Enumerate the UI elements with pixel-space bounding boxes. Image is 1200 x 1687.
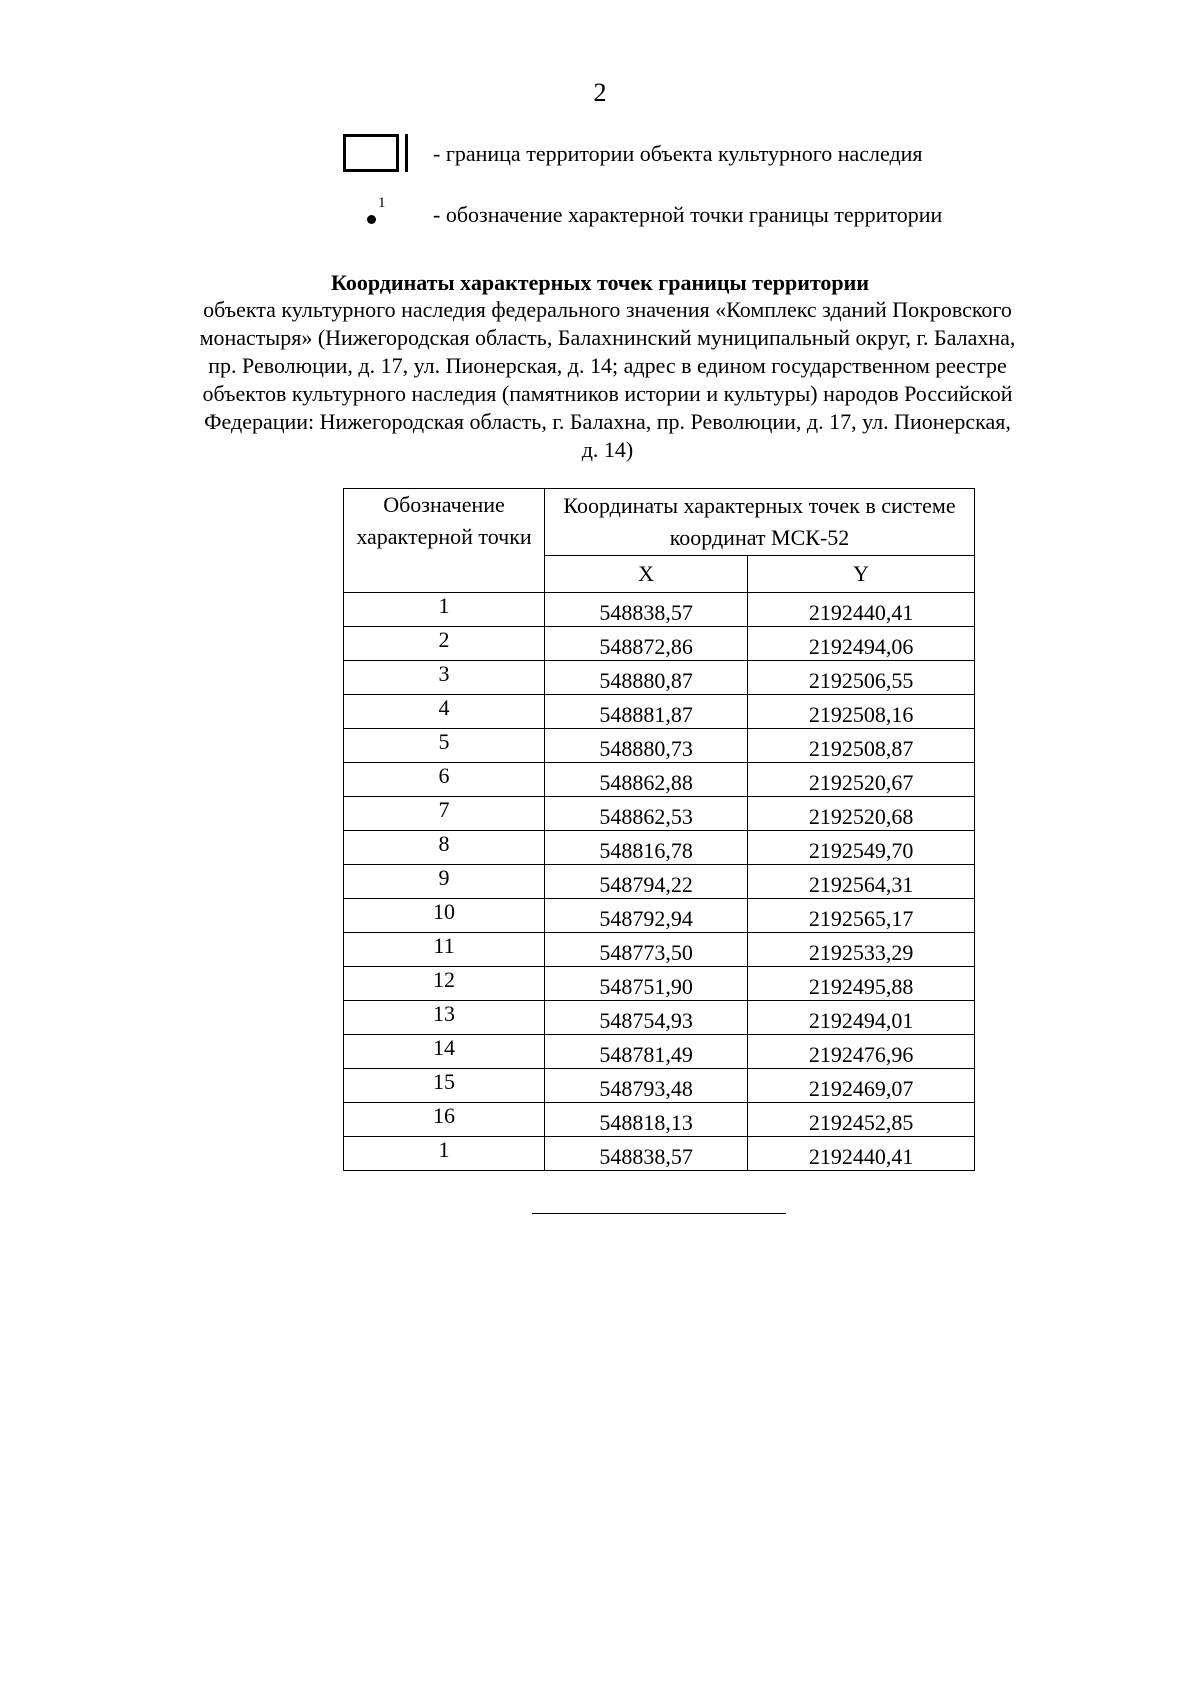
cell-point: 1 [344,1137,545,1171]
cell-x: 548794,22 [545,865,748,899]
cell-y: 2192452,85 [748,1103,975,1137]
legend-boundary [343,134,923,174]
cell-point: 2 [344,627,545,661]
table-row [344,763,975,797]
cell-x: 548792,94 [545,899,748,933]
cell-y: 2192565,17 [748,899,975,933]
cell-point: 6 [344,763,545,797]
table-row [344,797,975,831]
cell-point: 12 [344,967,545,1001]
cell-point: 5 [344,729,545,763]
cell-point: 4 [344,695,545,729]
cell-point: 10 [344,899,545,933]
cell-point: 9 [344,865,545,899]
cell-y: 2192549,70 [748,831,975,865]
section-heading: Координаты характерных точек границы территории [330,270,870,295]
cell-y: 2192494,01 [748,1001,975,1035]
cell-y: 2192520,67 [748,763,975,797]
cell-x: 548781,49 [545,1035,748,1069]
cell-y: 2192495,88 [748,967,975,1001]
cell-x: 548872,86 [545,627,748,661]
legend-boundary-text: - граница территории объекта культурного наследия [433,141,923,166]
table-row [344,933,975,967]
page-number: 2 [593,78,607,107]
boundary-rectangle-icon [343,134,407,174]
cell-x: 548838,57 [545,593,748,627]
table-row [344,831,975,865]
legend-point-text: - обозначение характерной точки границы территории [433,202,943,227]
header-point-designation: Обозначение характерной точки [344,489,545,593]
table-row [344,1035,975,1069]
header-coordinates: Координаты характерных точек в системе координат МСК-52 [545,489,975,556]
cell-x: 548773,50 [545,933,748,967]
cell-point: 15 [344,1069,545,1103]
table-row [344,1001,975,1035]
cell-x: 548862,53 [545,797,748,831]
cell-x: 548881,87 [545,695,748,729]
cell-point: 8 [344,831,545,865]
table-row [344,661,975,695]
table-row [344,899,975,933]
cell-point: 14 [344,1035,545,1069]
cell-x: 548880,73 [545,729,748,763]
cell-x: 548818,13 [545,1103,748,1137]
cell-x: 548838,57 [545,1137,748,1171]
cell-y: 2192476,96 [748,1035,975,1069]
cell-y: 2192533,29 [748,933,975,967]
cell-point: 11 [344,933,545,967]
cell-point: 7 [344,797,545,831]
cell-point: 13 [344,1001,545,1035]
table-row [344,1103,975,1137]
cell-y: 2192508,16 [748,695,975,729]
point-marker-icon [343,195,407,235]
cell-x: 548880,87 [545,661,748,695]
table-row [344,967,975,1001]
cell-y: 2192520,68 [748,797,975,831]
cell-y: 2192440,41 [748,593,975,627]
table-row [344,729,975,763]
cell-x: 548754,93 [545,1001,748,1035]
cell-x: 548862,88 [545,763,748,797]
cell-y: 2192494,06 [748,627,975,661]
cell-point: 16 [344,1103,545,1137]
cell-x: 548751,90 [545,967,748,1001]
table-row [344,627,975,661]
point-marker-label: 1 [378,195,386,211]
cell-y: 2192440,41 [748,1137,975,1171]
header-y: Y [748,556,975,593]
cell-y: 2192564,31 [748,865,975,899]
table-row [344,593,975,627]
cell-x: 548793,48 [545,1069,748,1103]
cell-x: 548816,78 [545,831,748,865]
table-row [344,865,975,899]
legend-point [343,195,942,235]
coordinates-table-body [344,593,975,1171]
table-row [344,1137,975,1171]
header-x: X [545,556,748,593]
cell-point: 1 [344,593,545,627]
table-row [344,695,975,729]
coordinates-table [343,488,975,1171]
cell-y: 2192506,55 [748,661,975,695]
table-row [344,1069,975,1103]
section-subheading: объекта культурного наследия федерального значения «Комплекс зданий Покровского монастыря» (Нижегородская область, Балахнинский муниципальный округ, г. Балахна, пр. Революции, д. 17, ул. Пионерская, д. 14; адрес в едином государственном реестре объектов культурного наследия (памятников истории и культуры) народов Российской Федерации: Нижегородская область, г. Балахна, пр. Революции, д. 17, ул. Пионерская, д. 14) [199,297,1016,462]
cell-point: 3 [344,661,545,695]
cell-y: 2192508,87 [748,729,975,763]
footer-divider [532,1213,786,1214]
cell-y: 2192469,07 [748,1069,975,1103]
